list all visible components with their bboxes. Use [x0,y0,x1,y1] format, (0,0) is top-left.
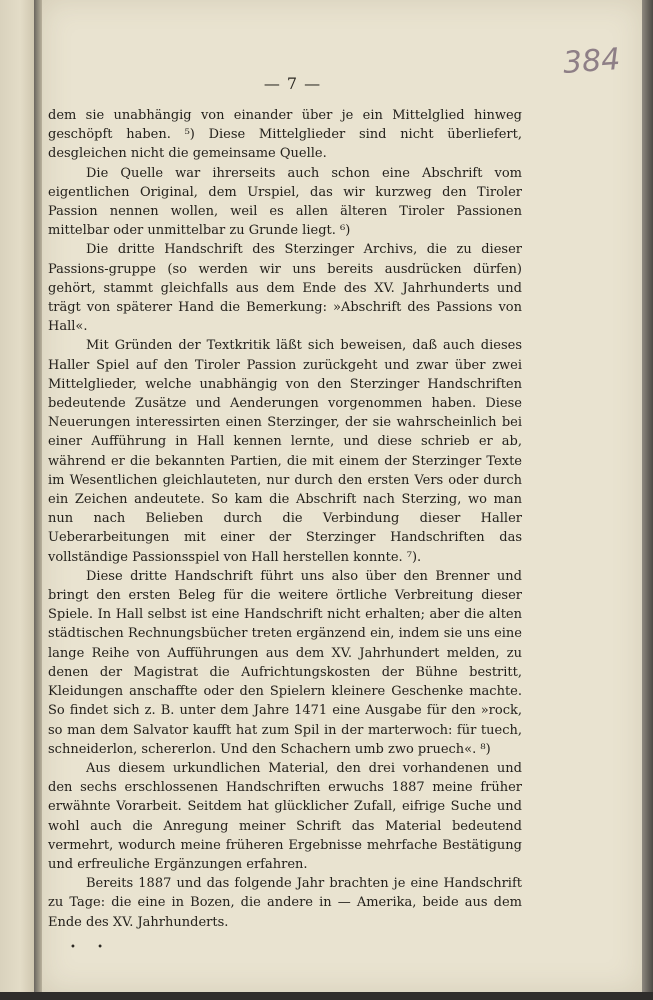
body-text [48,106,522,932]
paragraph: Diese dritte Handschrift führt uns also über den Brenner und bringt den ersten Beleg für die weitere örtliche Verbreitung dieser Spiele. In Hall selbst ist eine Handschrift nicht erhalten; aber die alten städtischen Rechnungsbücher treten ergänzend ein, indem sie uns eine lange Reihe von Aufführungen aus dem XV. Jahrhundert melden, zu denen der Magistrat die Aufrichtungskosten der Bühne bestritt, Kleidungen anschaffte oder den Spielern kleinere Geschenke machte. So findet sich z. B. unter dem Jahre 1471 eine Ausgabe für den »rock, so man dem Salvator kaufft hat zum Spil in der marterwoch: für tuech, schneiderlon, schererlon. Und den Schachern umb zwo pruech«. ⁸) [48,568,522,757]
gutter-shadow [34,0,42,1000]
paragraph: Die Quelle war ihrerseits auch schon eine Abschrift vom eigentlichen Original, dem Urspiel, das wir kurzweg den Tiroler Passion nennen wollen, weil es allen älteren Tiroler Passionen mittelbar oder unmittelbar zu Grunde liegt. ⁶) [48,165,522,239]
page-right-edge [642,0,653,1000]
paragraph: Aus diesem urkundlichen Material, den drei vorhandenen und den sechs erschlossenen Handschriften erwuchs 1887 meine früher erwähnte Vorarbeit. Seitdem hat glücklicher Zufall, eifrige Suche und wohl auch die Anregung meiner Schrift das Material bedeutend vermehrt, wodurch meine früheren Ergebnisse mehrfache Bestätigung und erfreuliche Ergänzungen erfahren. [48,760,522,872]
facing-page-edge [0,0,34,1000]
paragraph: Mit Gründen der Textkritik läßt sich beweisen, daß auch dieses Haller Spiel auf den Tiroler Passion zurückgeht und zwar über zwei Mittelglieder, welche unabhängig von den Sterzinger Handschriften bedeutende Zusätze und Aenderungen vorgenommen haben. Diese Neuerungen interessirten einen Sterzinger, der sie wahrscheinlich bei einer Aufführung in Hall kennen lernte, und diese schrieb er ab, während er die bekannten Partien, die mit einem der Sterzinger Texte im Wesentlichen gleichlauteten, nur durch den ersten Vers oder durch ein Zeichen andeutete. So kam die Abschrift nach Sterzing, wo man nun nach Belieben durch die Verbindung dieser Haller Ueberarbeitungen mit einer der Sterzinger Handschriften das vollständige Passionsspiel von Hall herstellen konnte. ⁷). [48,338,522,565]
ink-specks: • • [70,942,112,953]
paragraph: dem sie unabhängig von einander über je ein Mittelglied hinweg geschöpft haben. ⁵) Diese Mittelglieder sind nicht überliefert, desgleichen nicht die gemeinsame Quelle. [48,108,522,162]
page-bottom-edge [0,992,653,1000]
page-number: — 7 — [263,74,322,93]
paragraph: Die dritte Handschrift des Sterzinger Archivs, die zu dieser Passions-gruppe (so werden wir uns bereits ausdrücken dürfen) gehört, stammt gleichfalls aus dem Ende des XV. Jahrhunderts und trägt von späterer Hand die Bemerkung: »Abschrift des Passions von Hall«. [48,242,522,335]
paragraph: Bereits 1887 und das folgende Jahr brachten je eine Handschrift zu Tage: die eine in Bozen, die andere in — Amerika, beide aus dem Ende des XV. Jahrhunderts. [48,876,522,930]
handwritten-archive-number: 384 [561,42,622,81]
